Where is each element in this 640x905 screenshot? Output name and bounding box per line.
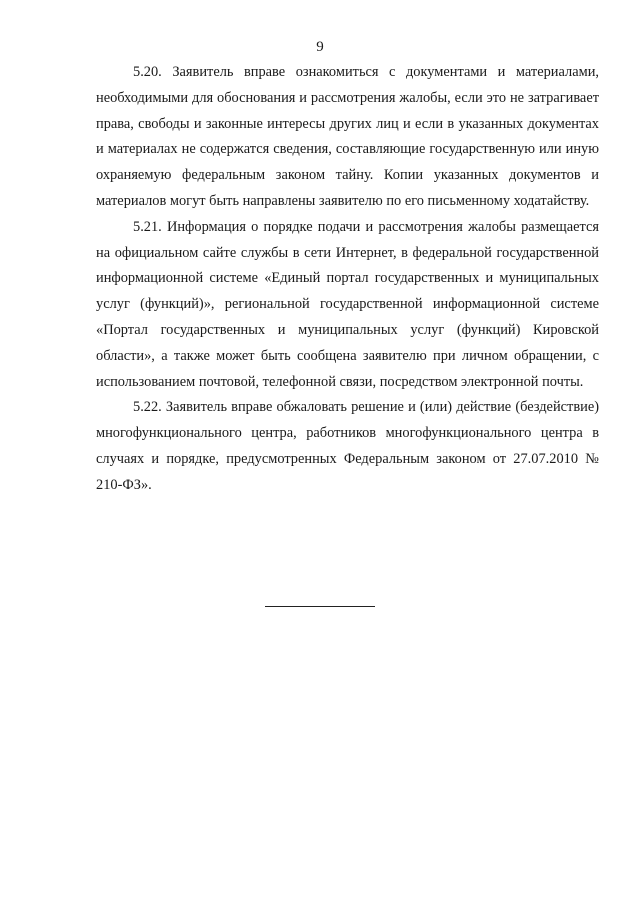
paragraph-5-21: 5.21. Информация о порядке подачи и рассмотрения жалобы размещается на официальном сайте службы в сети Интернет, в федеральной государственной информационной системе «Единый портал государственных и муниципальных услуг (функций)», региональной государственной информационной системе «Портал государственных и муниципальных услуг (функций) Кировской области», а также может быть сообщена заявителю при личном обращении, с использованием почтовой, телефонной связи, посредством электронной почты.	[96, 218, 599, 390]
paragraph-5-20: 5.20. Заявитель вправе ознакомиться с документами и материалами, необходимыми для обоснования и рассмотрения жалобы, если это не затрагивает права, свободы и законные интересы других лиц и если в указанных документах и материалах не содержатся сведения, составляющие государственную или иную охраняемую федеральным законом тайну. Копии указанных документов и материалов могут быть направлены заявителю по его письменному ходатайству.	[96, 64, 599, 209]
paragraph-5-22: 5.22. Заявитель вправе обжаловать решение и (или) действие (бездействие) многофункционального центра, работников многофункционального центра в случаях и порядке, предусмотренных Федеральным законом от 27.07.2010 № 210-ФЗ».	[96, 399, 599, 493]
end-separator-line	[265, 606, 375, 607]
page-number: 9	[316, 39, 324, 55]
document-body	[96, 60, 599, 499]
